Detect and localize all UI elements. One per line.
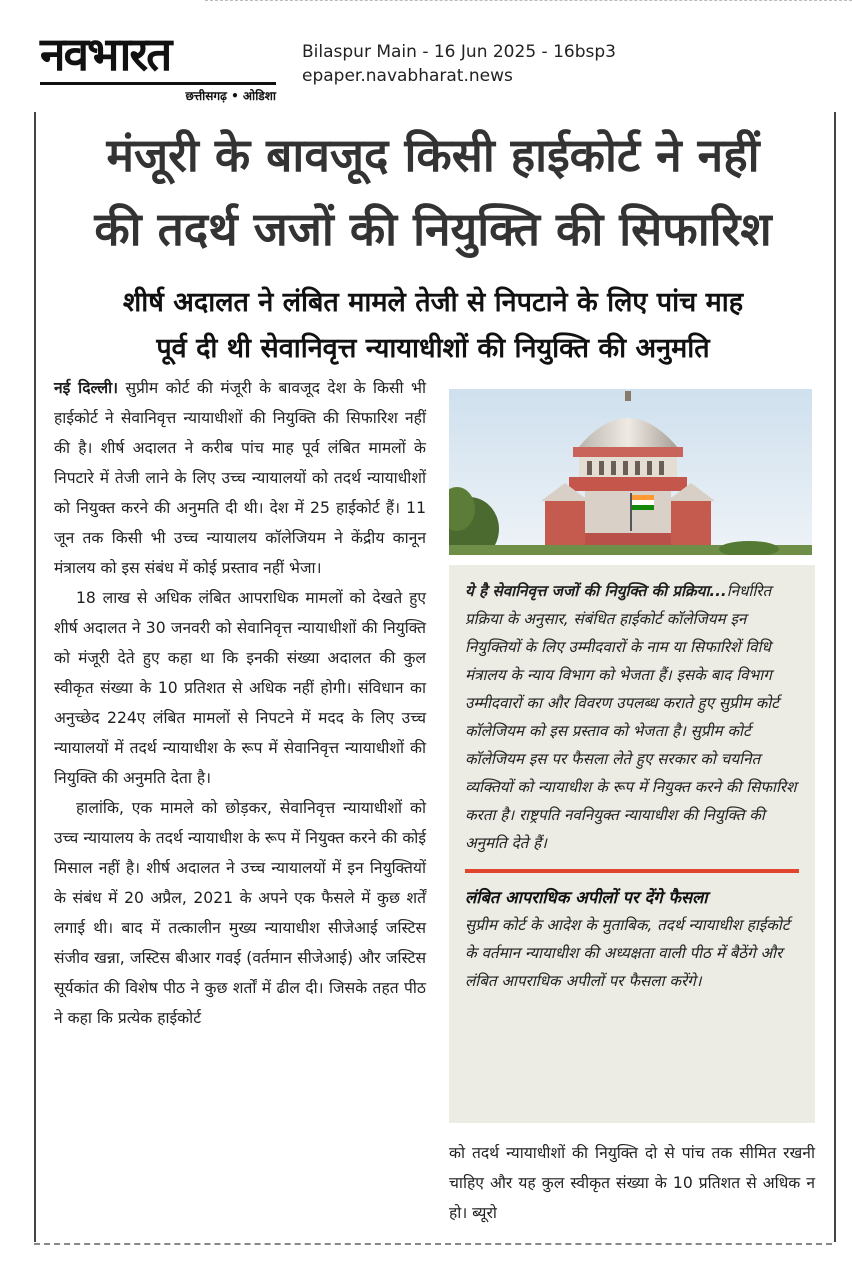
supreme-court-photo [449, 389, 812, 555]
supreme-court-illustration [449, 389, 812, 555]
paragraph-1 [54, 373, 426, 583]
article-body-left-column [54, 373, 426, 1033]
paragraph-3: हालांकि, एक मामले को छोड़कर, सेवानिवृत्त न्यायाधीशों को उच्च न्यायालय के तदर्थ न्यायाधीश के रूप में नियुक्त करने की कोई मिसाल नहीं है। शीर्ष अदालत ने उच्च न्यायालयों में इन नियुक्तियों के संबंध में 20 अप्रैल, 2021 के अपने एक फैसले में कुछ शर्तें लगाई थी। बाद में तत्कालीन मुख्य न्यायाधीश सीजेआई जस्टिस संजीव खन्ना, जस्टिस बीआर गवई (वर्तमान सीजेआई) और जस्टिस सूर्यकांत की विशेष पीठ ने कुछ शर्तों में ढील दी। जिसके तहत पीठ ने कहा कि प्रत्येक हाईकोर्ट [54, 799, 426, 1027]
paragraph-1-text: सुप्रीम कोर्ट की मंजूरी के बावजूद देश के किसी भी हाईकोर्ट ने सेवानिवृत्त न्यायाधीशों की नियुक्ति की सिफारिश नहीं की है। शीर्ष अदालत ने करीब पांच माह पूर्व लंबित मामलों के निपटारे में तेजी लाने के लिए उच्च न्यायालयों को तदर्थ न्यायाधीशों को नियुक्त करने की अनुमति दी थी। देश में 25 हाईकोर्ट हैं। 11 जून तक किसी भी उच्च न्यायालय कॉलेजियम ने केंद्रीय कानून मंत्रालय को इस संबंध में कोई प्रस्ताव नहीं भेजा। [54, 379, 426, 577]
paragraph-2: 18 लाख से अधिक लंबित आपराधिक मामलों को देखते हुए शीर्ष अदालत ने 30 जनवरी को सेवानिवृत्त न्यायाधीशों की नियुक्ति को मंजूरी देते हुए कहा था कि इनकी संख्या अदालत की कुल स्वीकृत संख्या के 10 प्रतिशत से अधिक नहीं होगी। संविधान का अनुच्छेद 224ए लंबित मामलों से निपटने में मदद के लिए उच्च न्यायालयों में तदर्थ न्यायाधीश के रूप में सेवानिवृत्त न्यायाधीशों की नियुक्ति की अनुमति देता है। [54, 589, 426, 787]
headline [40, 118, 826, 266]
subhead-line-2: पूर्व दी थी सेवानिवृत्त न्यायाधीशों की नियुक्ति की अनुमति [156, 333, 710, 364]
subheadline [40, 280, 826, 372]
newspaper-logo [40, 28, 276, 104]
headline-line-1: मंजूरी के बावजूद किसी हाईकोर्ट ने नहीं [106, 128, 760, 182]
logo-wordmark: नवभारत [40, 27, 171, 81]
logo-region: छत्तीसगढ़ • ओडिशा [185, 89, 276, 103]
edition-line: Bilaspur Main - 16 Jun 2025 - 16bsp3 [302, 42, 616, 62]
sidebar-body: निर्धारित प्रक्रिया के अनुसार, संबंधित हाईकोर्ट कॉलेजियम इन नियुक्तियों के लिए उम्मीदवारों के नाम या सिफारिशें विधि मंत्रालय के न्याय विभाग को भेजता हैं। इसके बाद विभाग उम्मीदवारों का और विवरण उपलब्ध कराते हुए सुप्रीम कोर्ट कॉलेजियम को इस प्रस्ताव को भेजता है। सुप्रीम कोर्ट कॉलेजियम इस पर फैसला लेते हुए सरकार को चयनित व्यक्तियों को न्यायाधीश के रूप में नियुक्त करने की सिफारिश करता है। राष्ट्रपति नवनियुक्त न्यायाधीश की नियुक्ति की अनुमति देते हैं। [465, 582, 797, 852]
sidebar-body-2: सुप्रीम कोर्ट के आदेश के मुताबिक, तदर्थ न्यायाधीश हाईकोर्ट के वर्तमान न्यायाधीश की अध्यक्षता वाली पीठ में बैठेंगे और लंबित आपराधिक अपीलों पर फैसला करेंगे। [465, 916, 790, 990]
process-sidebar-box [449, 565, 815, 1123]
sidebar-heading-2: लंबित आपराधिक अपीलों पर देंगे फैसला [465, 888, 708, 907]
edition-info [302, 40, 616, 88]
sidebar-paragraph [465, 577, 799, 857]
bottom-dashed-rule [34, 1243, 832, 1245]
subhead-line-1: शीर्ष अदालत ने लंबित मामले तेजी से निपटाने के लिए पांच माह [122, 287, 744, 318]
sidebar-divider [465, 869, 799, 873]
logo-underline [40, 82, 276, 85]
sidebar-lead: ये है सेवानिवृत्त जजों की नियुक्ति की प्रक्रिया... [465, 582, 727, 600]
headline-line-2: की तदर्थ जजों की नियुक्ति की सिफारिश [94, 202, 772, 256]
site-link[interactable]: epaper.navabharat.news [302, 66, 513, 86]
masthead [0, 0, 852, 110]
dateline: नई दिल्ली। [54, 379, 119, 397]
article-continuation: को तदर्थ न्यायाधीशों की नियुक्ति दो से पांच तक सीमित रखनी चाहिए और यह कुल स्वीकृत संख्या के 10 प्रतिशत से अधिक न हो। ब्यूरो [449, 1144, 815, 1222]
